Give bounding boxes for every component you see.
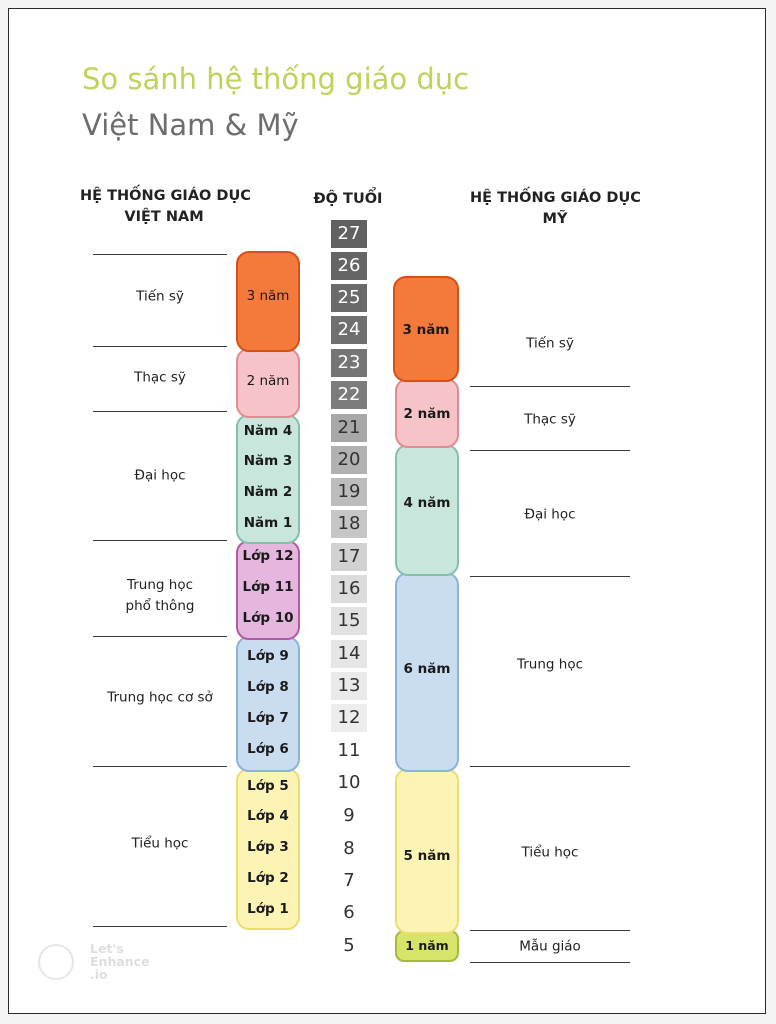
usa-level-high-school: Trung học xyxy=(516,656,584,673)
usa-header-line-1: HỆ THỐNG GIÁO DỤC xyxy=(470,190,641,206)
age-cell: 16 xyxy=(331,575,367,603)
page-frame xyxy=(8,8,766,1014)
age-cell: 14 xyxy=(331,640,367,668)
vietnam-grade: Lớp 7 xyxy=(247,710,289,726)
usa-divider xyxy=(470,930,630,931)
vietnam-grade: Lớp 8 xyxy=(247,679,289,695)
vietnam-divider xyxy=(93,254,227,255)
age-cell: 25 xyxy=(331,284,367,312)
vietnam-divider xyxy=(93,766,227,767)
vietnam-grade: Lớp 9 xyxy=(247,648,289,664)
usa-high-school-duration: 6 năm xyxy=(403,661,451,677)
vietnam-divider xyxy=(93,636,227,637)
age-cell: 19 xyxy=(331,478,367,506)
watermark-logo-icon xyxy=(38,944,74,980)
usa-header xyxy=(470,188,640,230)
age-cell: 6 xyxy=(343,902,355,923)
vietnam-grade: Lớp 11 xyxy=(242,579,294,595)
vietnam-header-line-1: HỆ THỐNG GIÁO DỤC xyxy=(80,188,251,204)
vietnam-master-duration: 2 năm xyxy=(246,373,290,389)
age-cell: 11 xyxy=(337,740,361,761)
age-cell: 10 xyxy=(337,772,361,793)
vietnam-grade: Lớp 3 xyxy=(247,839,289,855)
age-cell: 9 xyxy=(343,805,355,826)
age-cell: 24 xyxy=(331,316,367,344)
age-cell: 26 xyxy=(331,252,367,280)
vietnam-level-primary: Tiểu học xyxy=(131,835,189,852)
vietnam-level-high-school-line-1: Trung học xyxy=(126,577,194,593)
age-cell: 12 xyxy=(331,704,367,732)
vietnam-grade: Lớp 5 xyxy=(247,778,289,794)
vietnam-level-high-school-line-2: phổ thông xyxy=(125,598,195,614)
usa-kindergarten-duration: 1 năm xyxy=(405,938,449,953)
age-cell: 27 xyxy=(331,220,367,248)
vietnam-grade: Lớp 10 xyxy=(242,610,294,626)
age-cell: 7 xyxy=(343,870,355,891)
vietnam-level-master: Thạc sỹ xyxy=(134,369,186,386)
vietnam-university-year: Năm 1 xyxy=(243,515,293,531)
watermark-text: Let's Enhance .io xyxy=(90,941,150,982)
age-cell: 13 xyxy=(331,672,367,700)
vietnam-doctorate-duration: 3 năm xyxy=(246,288,290,304)
age-cell: 8 xyxy=(343,838,355,859)
watermark xyxy=(38,942,168,986)
usa-master-duration: 2 năm xyxy=(403,406,451,422)
usa-divider xyxy=(470,576,630,577)
vietnam-university-year: Năm 4 xyxy=(243,423,293,439)
vietnam-divider xyxy=(93,540,227,541)
vietnam-level-university: Đại học xyxy=(134,467,186,484)
usa-level-university: Đại học xyxy=(524,506,576,523)
age-cell: 20 xyxy=(331,446,367,474)
title-line-2: Việt Nam & Mỹ xyxy=(82,108,299,142)
usa-level-primary: Tiểu học xyxy=(521,844,579,861)
vietnam-header-line-2: VIỆT NAM xyxy=(124,209,204,225)
vietnam-level-high-school xyxy=(93,575,227,617)
usa-primary-duration: 5 năm xyxy=(403,848,451,864)
vietnam-grade: Lớp 4 xyxy=(247,808,289,824)
age-cell: 15 xyxy=(331,607,367,635)
age-cell: 18 xyxy=(331,510,367,538)
vietnam-grade: Lớp 2 xyxy=(247,870,289,886)
usa-university-duration: 4 năm xyxy=(403,495,451,511)
age-cell: 5 xyxy=(343,935,355,956)
usa-divider xyxy=(470,766,630,767)
age-cell: 22 xyxy=(331,381,367,409)
vietnam-header xyxy=(80,186,251,228)
usa-level-doctorate: Tiến sỹ xyxy=(526,335,574,352)
vietnam-level-doctorate: Tiến sỹ xyxy=(136,288,184,305)
usa-divider xyxy=(470,450,630,451)
age-cell: 21 xyxy=(331,414,367,442)
usa-level-kindergarten: Mẫu giáo xyxy=(519,938,581,955)
vietnam-grade: Lớp 6 xyxy=(247,741,289,757)
age-cell: 17 xyxy=(331,543,367,571)
title-line-1: So sánh hệ thống giáo dục xyxy=(82,62,470,96)
usa-header-line-2: MỸ xyxy=(542,211,568,227)
age-header: ĐỘ TUỔI xyxy=(313,191,383,207)
vietnam-grade: Lớp 1 xyxy=(247,901,289,917)
vietnam-university-year: Năm 3 xyxy=(243,453,293,469)
vietnam-divider xyxy=(93,926,227,927)
usa-level-master: Thạc sỹ xyxy=(524,411,576,428)
vietnam-level-middle-school: Trung học cơ sở xyxy=(107,689,213,706)
usa-doctorate-duration: 3 năm xyxy=(402,322,450,338)
vietnam-grade: Lớp 12 xyxy=(242,548,294,564)
vietnam-divider xyxy=(93,411,227,412)
vietnam-university-year: Năm 2 xyxy=(243,484,293,500)
age-cell: 23 xyxy=(331,349,367,377)
vietnam-divider xyxy=(93,346,227,347)
usa-divider xyxy=(470,386,630,387)
usa-divider xyxy=(470,962,630,963)
